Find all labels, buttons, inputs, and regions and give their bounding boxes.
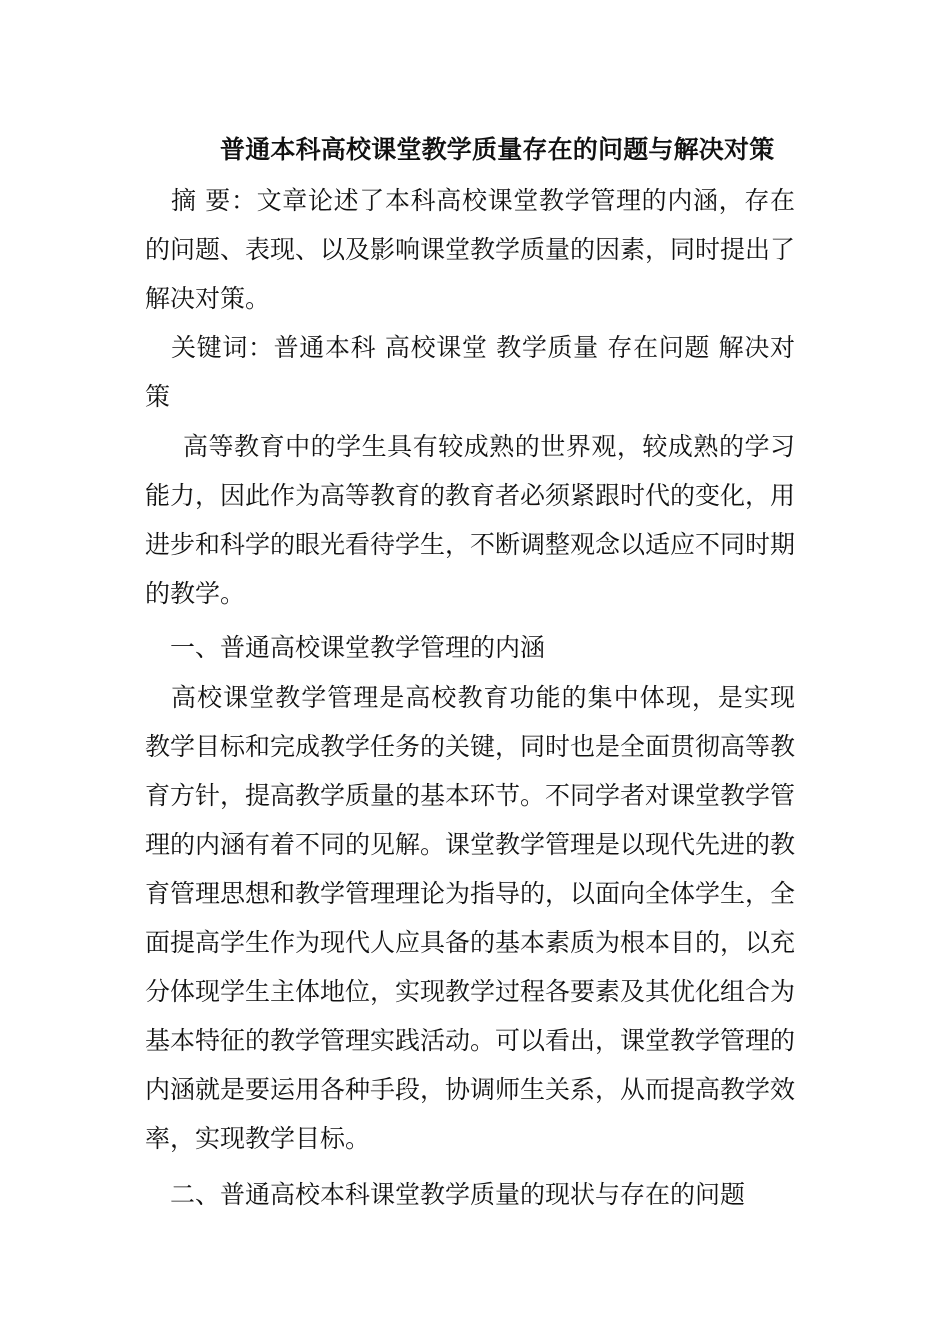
- abstract-paragraph: 摘 要：文章论述了本科高校课堂教学管理的内涵，存在的问题、表现、以及影响课堂教学质量的因素，同时提出了解决对策。: [145, 186, 796, 313]
- document-title: 普通本科高校课堂教学质量存在的问题与解决对策: [220, 135, 775, 164]
- section-1-heading: 一、普通高校课堂教学管理的内涵: [170, 633, 546, 662]
- section-1-body: 高校课堂教学管理是高校教育功能的集中体现，是实现教学目标和完成教学任务的关键，同时也是全面贯彻高等教育方针，提高教学质量的基本环节。不同学者对课堂教学管理的内涵有着不同的见解。课堂教学管理是以现代先进的教育管理思想和教学管理理论为指导的，以面向全体学生，全面提高学生作为现代人应具备的基本素质为根本目的，以充分体现学生主体地位，实现教学过程各要素及其优化组合为基本特征的教学管理实践活动。可以看出，课堂教学管理的内涵就是要运用各种手段，协调师生关系，从而提高教学效率，实现教学目标。: [145, 683, 796, 1153]
- keywords-paragraph: 关键词：普通本科 高校课堂 教学质量 存在问题 解决对策: [145, 333, 795, 411]
- intro-paragraph: 高等教育中的学生具有较成熟的世界观，较成熟的学习能力，因此作为高等教育的教育者必须紧跟时代的变化，用进步和科学的眼光看待学生，不断调整观念以适应不同时期的教学。: [145, 432, 796, 608]
- section-2-heading: 二、普通高校本科课堂教学质量的现状与存在的问题: [170, 1180, 746, 1209]
